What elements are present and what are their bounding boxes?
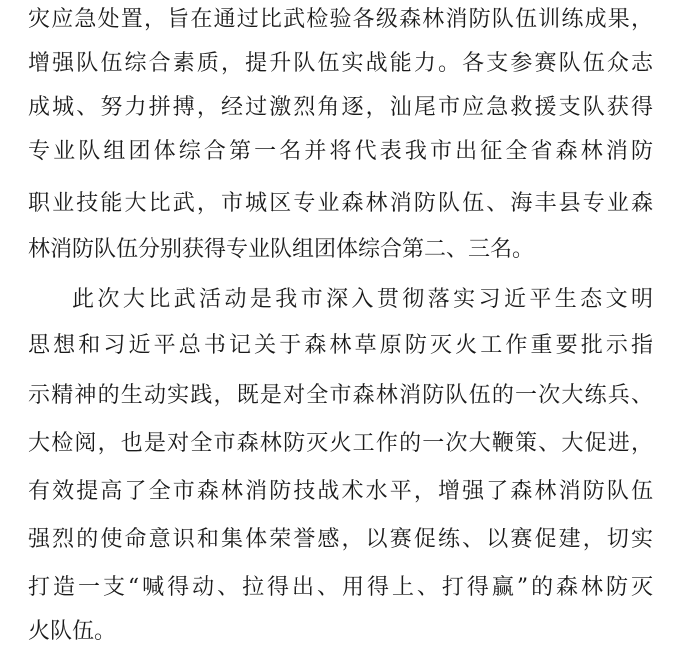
text-line: 林消防队伍分别获得专业队组团体综合第二、三名。 xyxy=(28,237,535,262)
text-line: 增强队伍综合素质，提升队伍实战能力。各支参赛队伍众志 xyxy=(28,51,653,76)
text-line: 职业技能大比武，市城区专业森林消防队伍、海丰县专业森 xyxy=(28,191,653,216)
text-line: 专业队组团体综合第一名并将代表我市出征全省森林消防 xyxy=(28,139,653,164)
text-line: 成城、努力拼搏，经过激烈角逐，汕尾市应急救援支队获得 xyxy=(28,95,653,120)
paragraph-first-line: 此次大比武活动是我市深入贯彻落实习近平生态文明 xyxy=(72,287,653,312)
text-line: 示精神的生动实践，既是对全市森林消防队伍的一次大练兵、 xyxy=(28,383,653,408)
text-line: 打造一支“喊得动、拉得出、用得上、打得赢”的森林防灭 xyxy=(28,575,653,600)
text-line: 大检阅，也是对全市森林防灭火工作的一次大鞭策、大促进， xyxy=(28,431,653,456)
text-line: 思想和习近平总书记关于森林草原防灭火工作重要批示指 xyxy=(28,333,653,358)
text-line: 强烈的使命意识和集体荣誉感，以赛促练、以赛促建，切实 xyxy=(28,527,653,552)
text-line: 有效提高了全市森林消防技战术水平，增强了森林消防队伍 xyxy=(28,479,653,504)
text-line: 灾应急处置，旨在通过比武检验各级森林消防队伍训练成果， xyxy=(28,7,653,32)
text-line: 火队伍。 xyxy=(28,619,117,644)
